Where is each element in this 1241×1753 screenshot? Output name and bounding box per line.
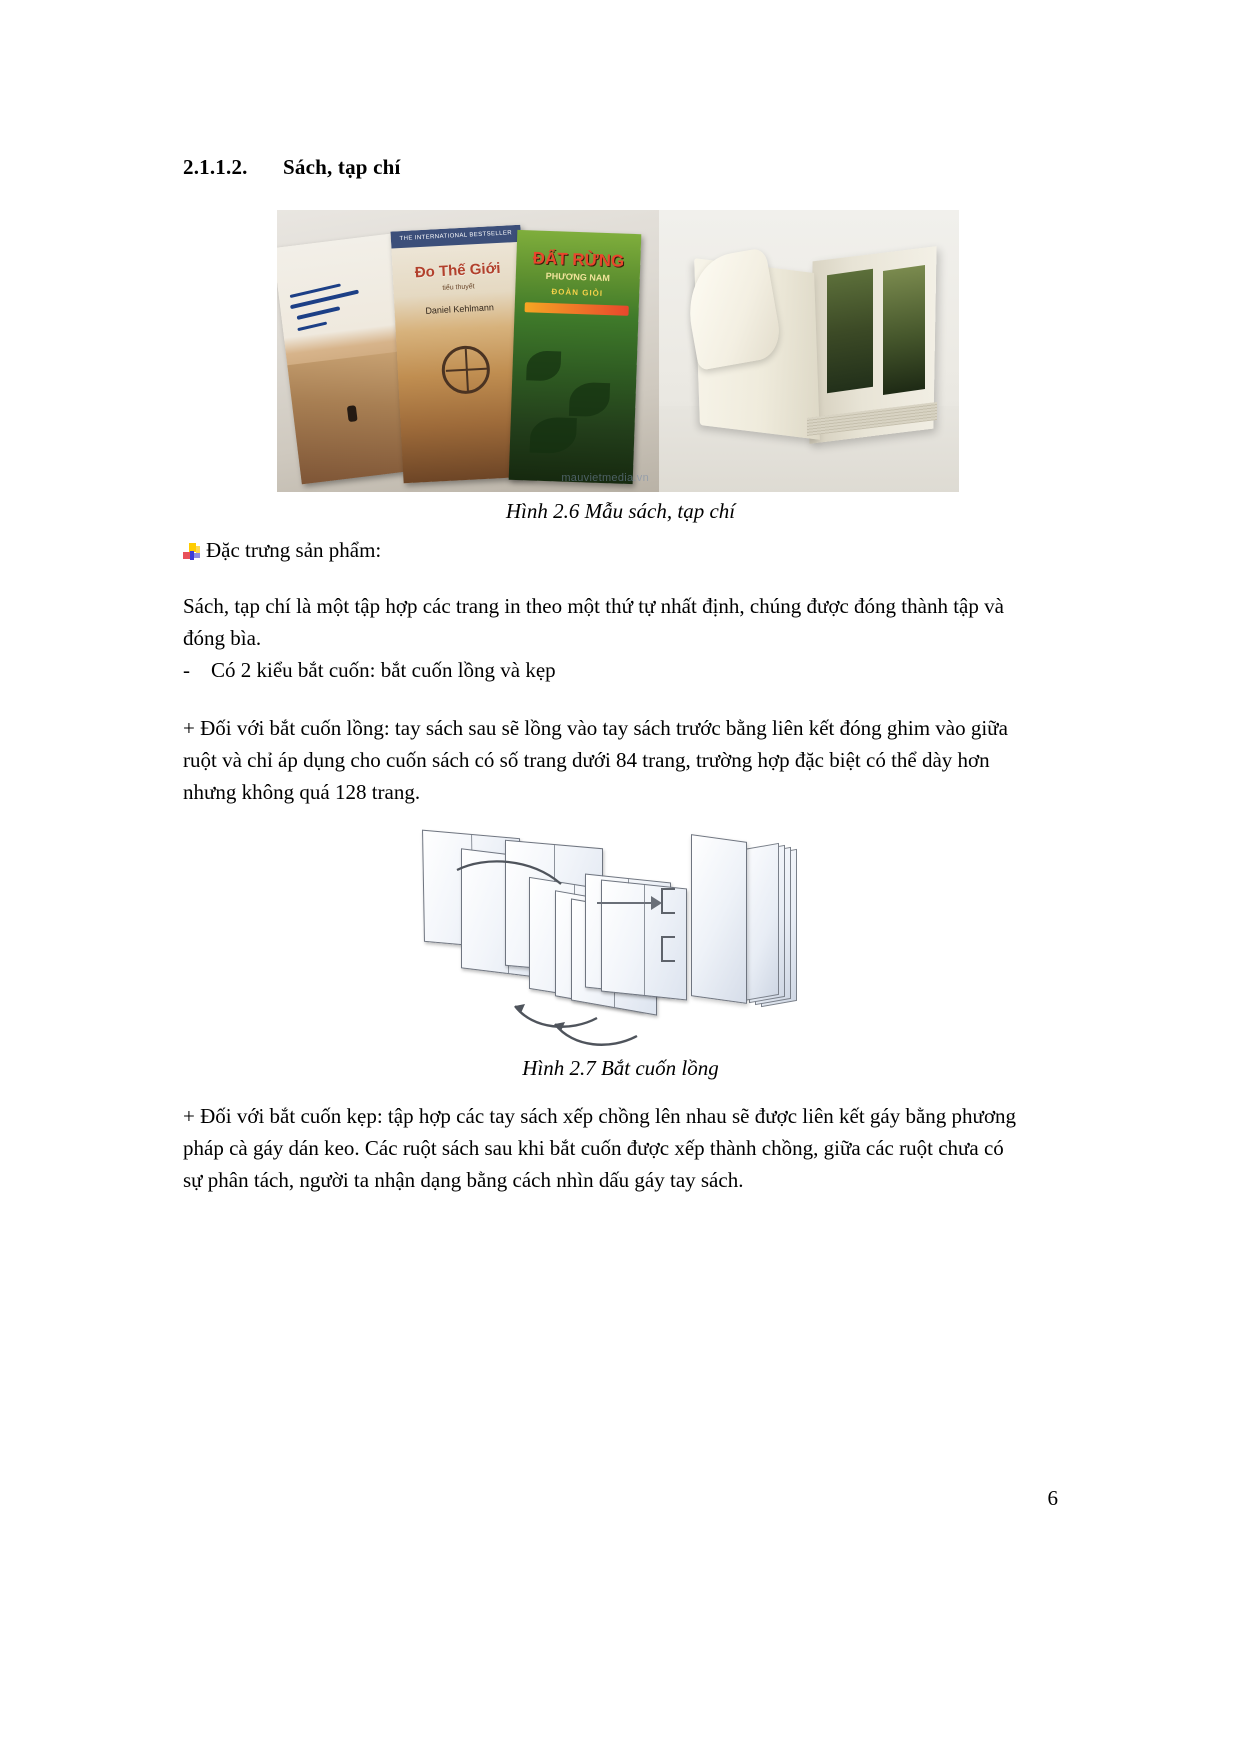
diagram-arrow-shaft	[597, 902, 655, 904]
open-book-image-left	[827, 269, 873, 393]
diagram-bracket-upper	[661, 888, 675, 914]
feature-bullet-label: Đặc trưng sản phẩm:	[206, 538, 382, 562]
page-number: 6	[1047, 1486, 1058, 1510]
book1-rider-figure	[347, 405, 358, 422]
book3-subtitle: PHƯƠNG NAM	[545, 270, 611, 284]
book3-stripe	[525, 302, 629, 316]
book1-handwritten-title	[285, 271, 391, 345]
list-item-binding-types	[183, 654, 1023, 686]
figure-2-6-caption: Hình 2.6 Mẫu sách, tạp chí	[505, 499, 736, 523]
paragraph-definition: Sách, tạp chí là một tập hợp các trang in theo một thứ tự nhất định, chúng được đóng thành tập và đóng bìa.	[183, 594, 1004, 650]
paragraph-saddle-stitch: + Đối với bắt cuốn lồng: tay sách sau sẽ lồng vào tay sách trước bằng liên kết đóng ghim vào giữa ruột và chỉ áp dụng cho cuốn sách có số trang dưới 84 trang, trường hợp đặc biệt có thể dày hơn nhưng không quá 128 trang.	[183, 716, 1008, 804]
book3-title: ĐẤT RỪNG	[532, 248, 625, 271]
figure-2-7-caption: Hình 2.7 Bắt cuốn lồng	[522, 1056, 719, 1080]
open-book-photo	[659, 210, 959, 492]
booklet-cover	[691, 834, 747, 1004]
book2-author: Daniel Kehlmann	[425, 302, 495, 316]
open-book-image-right	[883, 265, 925, 395]
book-cover-dat-rung-phuong-nam	[509, 230, 642, 484]
diagram-motion-arc-3	[451, 854, 571, 894]
dash-item-text: Có 2 kiểu bắt cuốn: bắt cuốn lồng và kẹp	[211, 658, 556, 682]
section-number: 2.1.1.2.	[183, 155, 248, 179]
book2-subtitle: tiểu thuyết	[442, 283, 475, 292]
paragraph-perfect-binding: + Đối với bắt cuốn kẹp: tập hợp các tay sách xếp chồng lên nhau sẽ được liên kết gáy bằng phương pháp cà gáy dán keo. Các ruột sách sau khi bắt cuốn được xếp thành chồng, giữa các ruột chưa có sự phân tách, người ta nhận dạng bằng cách nhìn dấu gáy tay sách.	[183, 1104, 1017, 1192]
book2-wheel-art	[441, 345, 491, 395]
dash-marker: -	[183, 658, 190, 682]
wingdings-plus-bullet-icon	[183, 543, 200, 560]
feature-bullet-line	[183, 538, 381, 563]
diagram-bracket-lower	[661, 936, 675, 962]
section-title: Sách, tạp chí	[283, 155, 401, 179]
figure-2-6	[277, 210, 959, 492]
book2-title: Đo Thế Giới	[414, 259, 501, 282]
section-heading	[183, 155, 983, 180]
diagram-finished-booklet	[691, 838, 779, 998]
figure-2-7-diagram	[405, 832, 825, 1047]
book-covers-photo	[277, 210, 659, 492]
book3-author: ĐOÀN GIỎI	[551, 287, 604, 298]
booklet-inner-page	[743, 843, 779, 1001]
book2-band-text: THE INTERNATIONAL BESTSELLER	[390, 225, 521, 249]
photo-watermark: mauvietmedia.vn	[561, 472, 649, 484]
diagram-motion-arc-2	[553, 1018, 643, 1052]
